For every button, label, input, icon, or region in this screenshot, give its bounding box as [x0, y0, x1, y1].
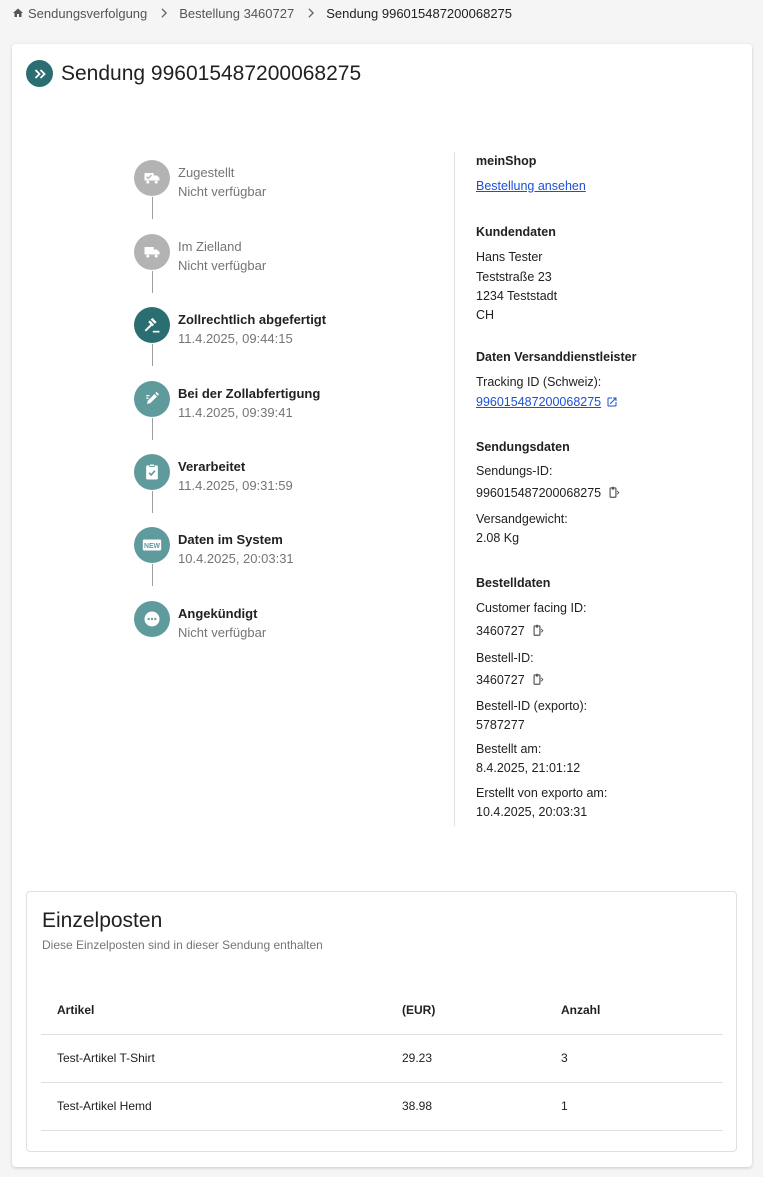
line-items-card — [26, 891, 737, 1152]
line-items-title: Einzelposten — [42, 909, 163, 932]
order-section-title: Bestelldaten — [476, 576, 551, 590]
breadcrumb-item-shipment: Sendung 996015487200068275 — [326, 5, 513, 21]
external-link-icon[interactable] — [606, 396, 618, 408]
timeline-date: Nicht verfügbar — [178, 625, 267, 640]
timeline-date: 11.4.2025, 09:44:15 — [178, 331, 293, 346]
home-icon — [12, 7, 24, 19]
breadcrumb-label: Sendungsverfolgung — [28, 5, 148, 21]
timeline-date: Nicht verfügbar — [178, 184, 267, 199]
cell-price: 29.23 — [386, 1034, 545, 1082]
timeline-item-announced — [134, 601, 266, 642]
timeline-label: Zugestellt — [178, 165, 235, 180]
shop-title: meinShop — [476, 154, 537, 168]
copy-clipboard-icon[interactable] — [606, 485, 620, 499]
svg-text:NEW: NEW — [143, 543, 161, 551]
table-row — [41, 1034, 723, 1082]
customer-facing-id-label: Customer facing ID: — [476, 601, 587, 615]
line-items-table — [41, 986, 723, 1131]
timeline-item-data-in-system — [134, 527, 294, 568]
double-chevron-right-icon — [26, 60, 53, 87]
chevron-right-icon — [306, 8, 316, 18]
vertical-divider — [454, 152, 455, 826]
customer-name: Hans Tester — [476, 250, 543, 264]
customer-city: 1234 Teststadt — [476, 289, 558, 303]
customer-facing-id-row — [476, 623, 544, 638]
created-date-value: 10.4.2025, 20:03:31 — [476, 805, 588, 819]
page-title: Sendung 996015487200068275 — [61, 61, 362, 85]
gavel-icon — [134, 307, 170, 343]
timeline-date: 11.4.2025, 09:31:59 — [178, 478, 293, 493]
view-order-link[interactable]: Bestellung ansehen — [476, 179, 586, 193]
timeline-date: Nicht verfügbar — [178, 258, 267, 273]
cell-quantity: 3 — [545, 1034, 723, 1082]
order-id-label: Bestell-ID: — [476, 651, 534, 665]
truck-icon — [134, 234, 170, 270]
timeline-item-in-customs — [134, 381, 320, 422]
page-header — [26, 60, 361, 87]
more-dots-icon — [134, 601, 170, 637]
edit-document-icon — [134, 381, 170, 417]
copy-clipboard-icon[interactable] — [530, 623, 544, 637]
table-header-row — [41, 986, 723, 1034]
order-id-value: 3460727 — [476, 673, 525, 687]
shipment-section-title: Sendungsdaten — [476, 440, 570, 454]
breadcrumb-item-tracking[interactable] — [12, 6, 147, 21]
column-header-price: (EUR) — [386, 986, 545, 1034]
created-date-label: Erstellt von exporto am: — [476, 786, 608, 800]
cell-article: Test-Artikel T-Shirt — [41, 1034, 386, 1082]
column-header-article: Artikel — [41, 986, 386, 1034]
customer-facing-id-value: 3460727 — [476, 624, 525, 638]
timeline-date: 11.4.2025, 09:39:41 — [178, 405, 293, 420]
exporto-id-value: 5787277 — [476, 718, 525, 732]
timeline-item-delivered — [134, 160, 266, 201]
tracking-id-label: Tracking ID (Schweiz): — [476, 375, 602, 389]
ordered-date-label: Bestellt am: — [476, 742, 542, 756]
shipment-id-row — [476, 485, 620, 500]
column-header-quantity: Anzahl — [545, 986, 723, 1034]
new-badge-icon — [134, 527, 170, 563]
timeline-date: 10.4.2025, 20:03:31 — [178, 551, 294, 566]
timeline-label: Daten im System — [178, 532, 283, 547]
line-items-subtitle: Diese Einzelposten sind in dieser Sendung enthalten — [42, 938, 323, 952]
customer-street: Teststraße 23 — [476, 270, 552, 284]
customer-section-title: Kundendaten — [476, 225, 556, 239]
timeline-label: Im Zielland — [178, 239, 242, 254]
clipboard-check-icon — [134, 454, 170, 490]
ordered-date-value: 8.4.2025, 21:01:12 — [476, 761, 581, 775]
order-id-row — [476, 672, 544, 687]
table-row — [41, 1082, 723, 1130]
timeline-item-destination-country — [134, 234, 266, 275]
timeline-label: Verarbeitet — [178, 459, 246, 474]
cell-quantity: 1 — [545, 1082, 723, 1130]
chevron-right-icon — [159, 8, 169, 18]
shipment-id-value: 996015487200068275 — [476, 486, 602, 500]
shipment-card — [12, 44, 752, 1167]
exporto-id-label: Bestell-ID (exporto): — [476, 699, 588, 713]
customer-country: CH — [476, 308, 495, 322]
shipment-id-label: Sendungs-ID: — [476, 464, 553, 478]
copy-clipboard-icon[interactable] — [530, 672, 544, 686]
timeline-label: Bei der Zollabfertigung — [178, 386, 321, 401]
tracking-id-link[interactable]: 996015487200068275 — [476, 395, 602, 409]
delivered-truck-icon — [134, 160, 170, 196]
cell-article: Test-Artikel Hemd — [41, 1082, 386, 1130]
breadcrumb-item-order[interactable]: Bestellung 3460727 — [179, 5, 295, 21]
cell-price: 38.98 — [386, 1082, 545, 1130]
breadcrumb — [12, 4, 512, 22]
carrier-section-title: Daten Versanddienstleister — [476, 350, 637, 364]
weight-label: Versandgewicht: — [476, 512, 568, 526]
timeline-label: Zollrechtlich abgefertigt — [178, 312, 327, 327]
timeline-item-processed — [134, 454, 293, 495]
timeline-item-customs-cleared — [134, 307, 326, 348]
timeline-label: Angekündigt — [178, 606, 258, 621]
weight-value: 2.08 Kg — [476, 531, 520, 545]
tracking-id-row — [476, 394, 618, 409]
